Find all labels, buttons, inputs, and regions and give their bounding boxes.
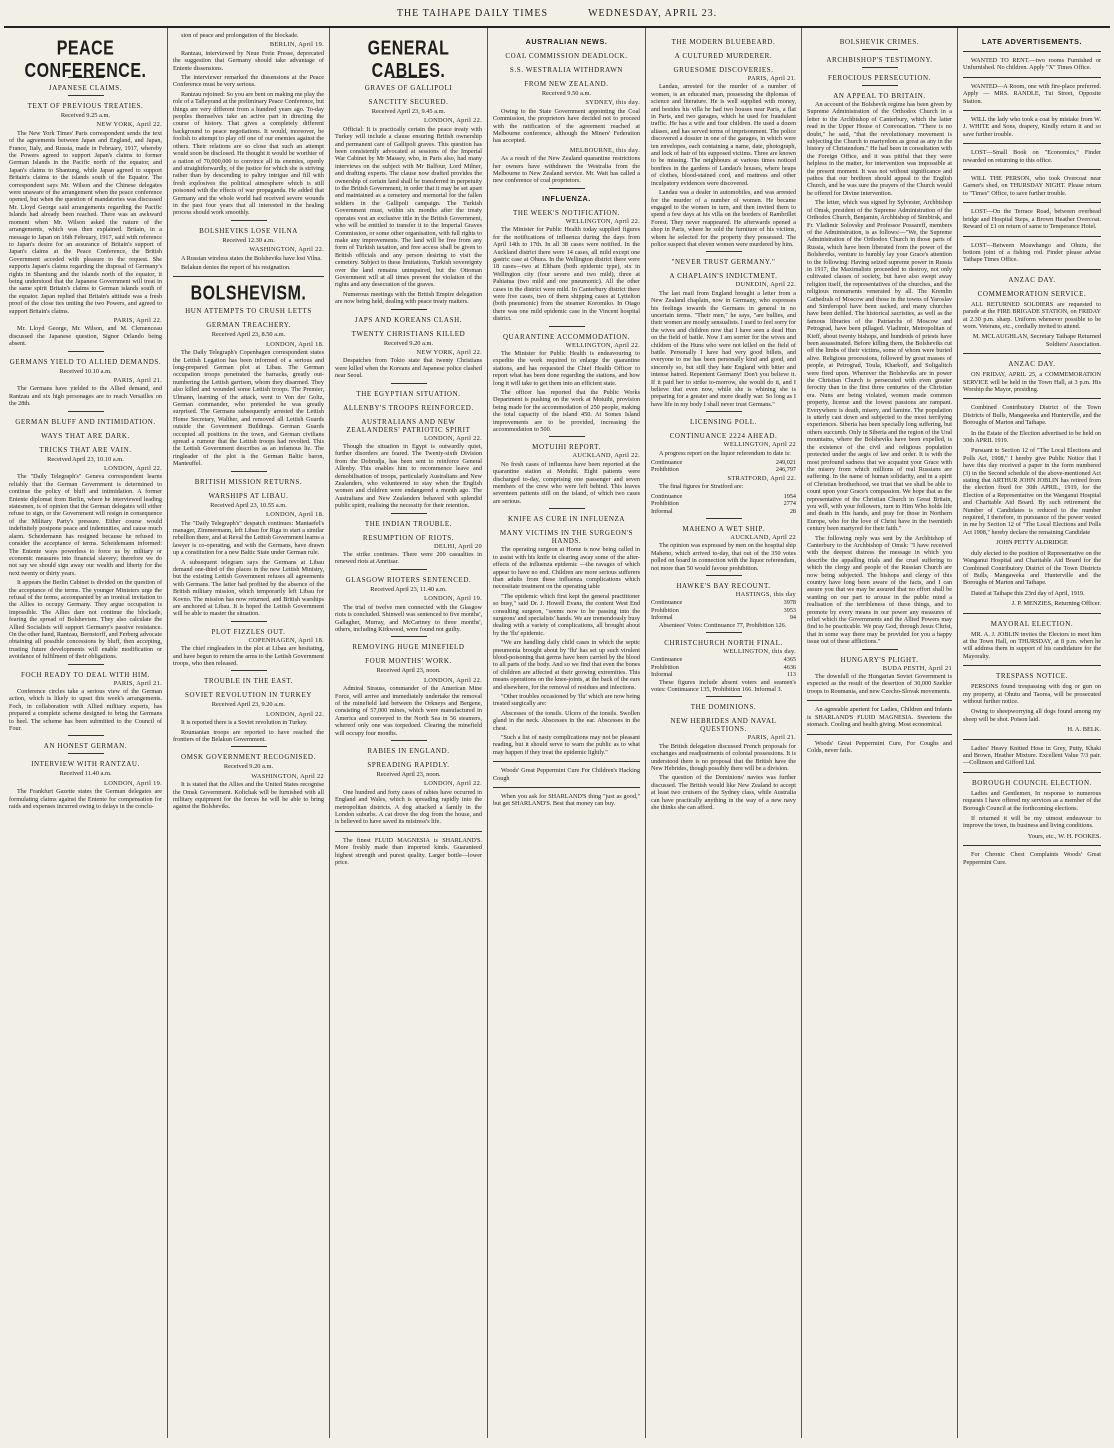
headline: MAYORAL ELECTION. bbox=[990, 619, 1074, 628]
article-paragraph: "Other troubles occasioned by 'flu' which are now being treated surgically are: bbox=[493, 693, 640, 708]
headline: COMMEMORATION SERVICE. bbox=[977, 289, 1087, 298]
received-time: Received 9.50 a.m. bbox=[541, 90, 592, 97]
advertisement: Woods' Great Peppermint Cure For Children's Hacking Cough bbox=[493, 767, 640, 782]
headline: TRESPASS NOTICE. bbox=[996, 672, 1068, 681]
received-time: Received April 23, 8.50 a.m. bbox=[211, 331, 286, 339]
dateline: DUNEDIN, April 22. bbox=[735, 281, 796, 289]
classified-ad: WANTED—A Room, one with fire-place preferred. Apply — MRS. RANDLE, Tui Street, Opposite Station. bbox=[963, 82, 1101, 105]
received-time: Received 9.20 a.m. bbox=[223, 763, 274, 771]
article-paragraph: Despatches from Tokio state that twenty Christians were killed when the Koreans and Japanese police clashed near Seoul. bbox=[335, 357, 482, 380]
divider bbox=[549, 436, 585, 437]
dateline: LONDON, April 22. bbox=[424, 780, 482, 788]
divider bbox=[391, 569, 427, 570]
divider bbox=[963, 169, 1101, 170]
article-paragraph: The "Daily Telegraph's" despatch continues: Mantaefel's manager, Zimmermann, left Libau for Riga to start a similar rebellion there, and at Reval the Lettish Government learns a lawyer is co-operating, and with the Germans, have drawn up a constitution for a new Baltic State under German rule. bbox=[173, 519, 324, 557]
divider bbox=[549, 188, 585, 189]
article-paragraph: No fresh cases of influenza have been reported at the quarantine station at Motuihi. Eight patients were discharged to-day, comprising one passenger and seven members of the crew who were left behind. This leaves seventeen patients still on the island, of which two cases are serious. bbox=[493, 460, 640, 505]
headline: REMOVING HUGE MINEFIELD bbox=[352, 643, 465, 652]
received-time: Received April 23, 10.55 a.m. bbox=[210, 501, 287, 509]
received-time: Received April 23, noon. bbox=[376, 770, 441, 778]
headline: GERMANS YIELD TO ALLIED DEMANDS. bbox=[9, 357, 162, 366]
dateline: PARIS, April 21. bbox=[747, 75, 796, 82]
section-title: GENERAL CABLES. bbox=[367, 38, 450, 82]
divider bbox=[963, 236, 1101, 237]
article-paragraph: The Germans have yielded to the Allied demand, and Rantzau and six high personages are to reach Versailles on the 28th. bbox=[9, 385, 162, 408]
divider bbox=[391, 513, 427, 514]
divider bbox=[68, 95, 104, 96]
headline: ANZAC DAY. bbox=[1008, 275, 1056, 284]
divider bbox=[963, 202, 1101, 203]
received-time: Received 9.25 a.m. bbox=[60, 112, 111, 119]
headline: THE MODERN BLUEBEARD. bbox=[671, 38, 776, 46]
divider bbox=[963, 51, 1101, 52]
table-row: Continuance 4365 bbox=[651, 656, 796, 664]
dateline: AUCKLAND, April 22 bbox=[730, 533, 796, 541]
received-time: Received 12.30 a.m. bbox=[222, 236, 275, 244]
divider bbox=[493, 761, 640, 762]
dateline: WELLINGTON, April 22. bbox=[565, 341, 640, 349]
table-row: Continuance 3978 bbox=[651, 599, 796, 607]
dateline: LONDON, April 22. bbox=[424, 676, 482, 684]
section-title: LATE ADVERTISEMENTS. bbox=[981, 37, 1083, 46]
classified-ad: Pursuant to Section 12 of "The Local Elections and Polls Act, 1908," I hereby give Public Notice that I have this day received a paper in the form numbered (3) in the Second schedule of the above-mentioned Act stating that ARTHUR JOHN JOBLIN has retired from the election fixed for 30th APRIL, 1919, for the Election of a Representative on the Wanganui Hospital and Charitable Aid Board. By such retirement the Number of Candidates is reduced to the number required, I therefore, in pursuance of the power vested in me by Section 12 of "The Local Elections and Polls Act 1908," hereby declare the remaining Candidate bbox=[963, 447, 1101, 536]
article-paragraph: It appears the Berlin Cabinet is divided on the question of the acceptance of the terms. The younger Ministers urge the refusal of the terms, accompanied by an ironical invitation to the Allies to occupy Germany. They argue occupation is impossible. The Allies dare not continue the blockade, fearing the spread of Bolshevism. They also calculate the Allied Socialists will support Germany's passive resistance. On the other hand, Rantzau, Bernstorff, and Ferberg advocate obtaining all possible concessions by bluff, then accepting, trusting future developments will enable modification or avoidance of fulfilment of their obligations. bbox=[9, 579, 162, 661]
headline: THE DOMINIONS. bbox=[690, 703, 757, 712]
classified-ad: WILL THE PERSON, who took Overcoat near Garner's shed, on THURSDAY NIGHT. Please return to "Times" Office, to save further trouble. bbox=[963, 175, 1101, 197]
article-paragraph: An account of the Bolshevik regime has been given by Supreme Administration of the Orthodox Church in a letter to the Archbishop of Canterbury, which the latter read in the Upper House of Convocation. "There is no doubt," he said, "that the revolutionary movement is subjecting the Church to martyrdom as great as any in the history of Christendom." He had been in consultation with the Foreign Office, and it was pitiful that they were helpless in the matter, for intervention was impossible at the present moment. It was not without significance and pathos that our brethren should appeal to the English Church, and he was sure the prayers of the Church would be offered for Divine intervention. bbox=[807, 101, 952, 197]
dateline: HASTINGS, this day bbox=[735, 590, 796, 598]
divider bbox=[963, 739, 1101, 740]
dateline: LONDON, April 22. bbox=[266, 710, 324, 718]
divider bbox=[963, 353, 1101, 354]
classified-ad: In the Estate of the Election advertised to be held on 30th APRIL 1919. bbox=[963, 429, 1101, 444]
article-paragraph: One hundred and forty cases of rabies have occurred in England and Wales, which is spreading rapidly into the metropolitan districts. A dog attacked a family in the London suburbs. A cat drove the dog from the house, and is believed to have saved its mistress's life. bbox=[335, 788, 482, 826]
signature: J. P. MENZIES, Returning Officer. bbox=[1011, 600, 1101, 608]
article-paragraph: These figures include absent voters and seamen's votes: Continuance 135, Prohibition 166. Informal 3. bbox=[651, 678, 796, 693]
headline: PLOT FIZZLES OUT. bbox=[211, 627, 286, 636]
divider bbox=[68, 664, 104, 665]
divider bbox=[706, 411, 742, 412]
article-paragraph: The British delegation discussed French proposals for exchanges and readjustments of colonial possessions. It is understood there is no proposal that the British have the New Hebrides, though possibly there will be a division. bbox=[651, 742, 796, 773]
article-paragraph: It is reported there is a Soviet revolution in Turkey. bbox=[181, 719, 308, 727]
dateline: LONDON, April 18. bbox=[266, 340, 324, 348]
dateline: MELBOURNE, this day. bbox=[569, 146, 640, 154]
classified-ad: duly elected to the position of Representative on the Wanganui Hospital and Charitable Aid Board for the Combined Contributory District of the Town Districts of Bulls, Mangaweka and Hunterville and the Boroughs of Marton and Taihape. bbox=[963, 549, 1101, 587]
headline: QUARANTINE ACCOMMODATION. bbox=[503, 332, 630, 341]
article-paragraph: The "Daily Telegraph's" Geneva correspondent learns reliably that the German Government is determined to continue the policy of bluff and intimidation. A former Entente diplomat from Berlin, where he interviewed leading statesmen, is of opinion that the German delegates will either refuse to sign, or the Government will resign in consequence of the Military Party's pressure. Either course would indefinitely postpone peace and indemnities, and cause much alarm. Scheidemann has resigned because he refused to consider the acceptance of terms. Scheidemann informed: The Entente ways powerless to force us by military or economic measures into financial slavery; therefore we do not say we should sign away our wealth and liberty for the next twenty or thirty years. bbox=[9, 473, 162, 577]
headline: FEROCIOUS PERSECUTION. bbox=[827, 74, 932, 82]
dateline: STRATFORD, April 22. bbox=[727, 474, 796, 482]
headline: THE WEEK'S NOTIFICATION. bbox=[512, 208, 621, 217]
headline: TWENTY CHRISTIANS KILLED bbox=[351, 329, 466, 338]
article-paragraph: The downfall of the Hungarian Soviet Government is expected as the result of the desertion of 30,000 Szekler troops to Roumania, and new Czecho-Slovak movements. bbox=[807, 673, 952, 695]
results-table bbox=[651, 656, 796, 678]
divider bbox=[335, 831, 482, 832]
column-5 bbox=[646, 28, 802, 1438]
article-paragraph: A Russian wireless states the Bolsheviks have lost Vilna. bbox=[181, 254, 322, 262]
received-time: Received April 23, 9.20 a.m. bbox=[211, 701, 286, 709]
advertisement: Woods' Great Peppermint Cure, For Coughs and Colds, never fails. bbox=[807, 739, 952, 754]
article-paragraph: The letter, which was signed by Sylvester, Archbishop of Omsk, president of the Supreme Administration of the Orthodox Church, Benjamin, Archbishop of Simbirsk, and Fr. Vladimir Solovsky and Professor Possareff, members of the Administration, is as follows:—"We, the Supreme Administration of the Orthodox Church in those parts of Russia, which have been liberated from the power of the Bolsheviks, venture to humbly lay your Grace's attention to the following: Having seized supreme power in Russia in 1917, the Maximalists proceeded to destroy, not only cultivated classes of society, but have also swept away religion itself, the representatives of the churches, and the religious monuments venerated by all. The Kremlin Cathedrals of Moscow and those in the towns of Yaroslav and Simferopol have been sacked, and many churches have been defiled. The historical sacristies, as well as the famous libraries of the Patriarchs of Moscow and Petrograd, have been pillaged. Vladimir, Metropolitan of Kieff, about twenty bishops, and hundreds of priests have been assassinated. Before killing them, the Bolsheviks cut off the limbs of their victims, some of whom were buried alive. Religious processions, followed by great masses of people, at Petrograd, Toula, Kharkoff, and Soligalitch were fired upon. Wherever the Bolsheviks are in power the Christian Church is persecuted with even greater ferocity than in the first three centuries of the Christian era. Nuns are being violated, women made common property, license and the lowest passions are rampant. Everywhere is death, misery, and famine. The population is utterly cast down and subjected to the most terrifying experiences. Siberia has been specially long suffering, but others succumb. Only in Siberia and the region of the Ural mountains, where the Bolsheviks have been expelled, is the existence of the civil and religious population protected under the aegis of law and order. It is with the most profound sadness that we acquaint your Grace with the misery from which millions of real Russians are suffering. In the name of human solidarity, and in a spirit of Christian brotherhood, we trust that we shall be able to count upon your Grace's compassion. We hope that as the representative of the Christian Church in Great Britain, you will, with your followers, turn to Him Who holds life and death in His hands, and pray for those in Northern Europe, who for the love of Christ have in the twentieth century been martyred for their faith." bbox=[807, 199, 952, 533]
headline: GLASGOW RIOTERS SENTENCED. bbox=[345, 575, 472, 584]
divider bbox=[231, 746, 267, 747]
article-paragraph: Absentees' Votes: Continuance 77, Prohibition 126. bbox=[659, 621, 787, 629]
dateline: SYDNEY, this day. bbox=[585, 99, 640, 107]
headline: ARCHBISHOP'S TESTIMONY. bbox=[826, 56, 933, 64]
article-paragraph: It is stated that the Allies and the United States recognise the Omsk Government. Koltchak will be furnished with all military equipment for the forces he will be able to bring against the Bolsheviks. bbox=[173, 781, 324, 811]
divider bbox=[963, 665, 1101, 666]
headline: INTERVIEW WITH RANTZAU. bbox=[31, 760, 140, 769]
received-time: Received April 23, 10.10 a.m. bbox=[47, 455, 124, 463]
divider bbox=[963, 269, 1101, 270]
table-row: Prohibition 3953 bbox=[651, 606, 796, 614]
advertisement: When you ask for SHARLAND'S thing "just as good," but get SHARLAND'S. Best that money can buy. bbox=[493, 793, 640, 808]
headline: AN APPEAL TO BRITAIN. bbox=[833, 92, 926, 100]
dateline: LONDON, April 19. bbox=[424, 595, 482, 603]
headline: HAWKE'S BAY RECOUNT. bbox=[676, 581, 771, 590]
headline: GRUESOME DISCOVERIES. bbox=[673, 66, 774, 74]
classified-ad: Ladies and Gentlemen, In response to numerous requests I have offered my services as a member of the Borough Council at the forthcoming elections. bbox=[963, 789, 1101, 812]
headline: SPREADING RAPIDLY. bbox=[367, 760, 450, 769]
article-paragraph: Though the situation in Egypt is outwardly quiet, further disorders are feared. The Twenty-sixth Division from the Dobrudja, has been sent to reinforce General Allenby. This enables him to recommence leave and demobilisation of troops, particularly Australians and New Zealanders, who volunteered to stay when the English women and children were endangered a month ago. The Australians and New Zealanders behaved with splendid public spirit, realising the necessity for their retention. bbox=[335, 443, 482, 510]
classified-ad: If returned it will be my utmost endeavour to improve the town, its business and living conditions. bbox=[963, 815, 1101, 830]
classified-ad: Dated at Taihape this 23rd day of April, 1919. bbox=[971, 589, 1085, 597]
divider bbox=[963, 845, 1101, 846]
headline: TRICKS THAT ARE VAIN. bbox=[39, 445, 132, 454]
headline: AN HONEST GERMAN. bbox=[43, 742, 128, 751]
dateline: WASHINGTON, April 22 bbox=[251, 772, 324, 780]
column-6 bbox=[802, 28, 958, 1438]
divider bbox=[963, 110, 1101, 111]
classified-ad: LOST—Small Book on "Economics," Finder rewarded on returning to this office. bbox=[963, 149, 1101, 164]
headline: CONTINUANCE 2224 AHEAD. bbox=[669, 432, 778, 441]
divider bbox=[963, 772, 1101, 773]
divider bbox=[173, 276, 324, 277]
divider bbox=[963, 143, 1101, 144]
headline: FROM NEW ZEALAND. bbox=[524, 80, 609, 88]
signature: H. A. BELK. bbox=[1067, 726, 1101, 734]
results-table bbox=[651, 599, 796, 621]
dateline: BUDA PESTH, April 21 bbox=[882, 664, 952, 672]
results-table bbox=[651, 493, 796, 515]
divider bbox=[862, 49, 898, 50]
section-title: BOLSHEVISM. bbox=[190, 283, 307, 305]
received-time: Received 10.10 a.m. bbox=[59, 367, 112, 375]
dateline: LONDON, April 19. bbox=[104, 779, 162, 787]
article-paragraph: A progress report on the liquor referendum to date is: bbox=[659, 449, 791, 457]
table-row: Prohibition 2774 bbox=[651, 500, 796, 508]
dateline: NEW YORK, April 22. bbox=[416, 348, 482, 356]
divider bbox=[549, 508, 585, 509]
headline: GERMAN BLUFF AND INTIMIDATION. bbox=[15, 417, 156, 426]
headline: JAPS AND KOREANS CLASH. bbox=[354, 315, 463, 324]
article-paragraph: As a result of the New Zealand quarantine restrictions her owners have withdrawn the Westralia from the Melbourne to New Zealand service. Mr. Watt has called a new conference of coal proprietors. bbox=[493, 155, 640, 185]
dateline: COPENHAGEN, April 18. bbox=[248, 636, 324, 644]
headline: WARSHIPS AT LIBAU. bbox=[208, 491, 289, 500]
headline: GRAVES OF GALLIPOLI bbox=[364, 84, 453, 92]
dateline: LONDON, April 18. bbox=[266, 511, 324, 519]
classified-ad: ON FRIDAY, APRIL 25, a COMMEMORATION SERVICE will be held in the Town Hall, at 3 p.m. His Worship the Mayor, presiding. bbox=[963, 371, 1101, 393]
headline: THE INDIAN TROUBLE. bbox=[364, 519, 453, 528]
section-title: AUSTRALIAN NEWS. bbox=[525, 37, 608, 46]
table-row: Continuance 249,021 bbox=[651, 459, 796, 467]
article-paragraph: The Minister for Public Health today supplied figures for the notifications of influenza during the days from April 14th to 17th. In all 38 cases were notified. In the Auckland district there were 14 cases, all mild except one gastric case at Ohura. In the Wellington district there were 18 cases—two at Eltham (both epidemic type), six in Wellington city (four severe and two mild), three at Pahiatua (two mild and one pneumonic). All the other cases in the district were mild. In Canterbury district there were five cases, two of them shipping cases at Lyttelton (both pneumonic) from the steamer Koromiko. In Otago there was one mild epidemic case in the Vincent hospital district. bbox=[493, 226, 640, 323]
article-paragraph: Numerous meetings with the British Empire delegation are now being held, dealing with peace treaty matters. bbox=[335, 290, 482, 306]
dateline: PARIS, April 22. bbox=[113, 316, 162, 324]
headline: COAL COMMISSION DEADLOCK. bbox=[505, 52, 628, 60]
article-paragraph: The trial of twelve men connected with the Glasgow riots is concluded. Shinwell was sentenced to five months', Gallagher, Murray, and McCartney to three months', others, including Kirkwood, were found not guilty. bbox=[335, 603, 482, 633]
article-paragraph: The final figures for Stratford are: bbox=[659, 483, 744, 491]
headline: KNIFE AS CURE IN INFLUENZA bbox=[507, 515, 626, 524]
column-2 bbox=[168, 28, 330, 1438]
headline: S.S. WESTRALIA WITHDRAWN bbox=[509, 66, 624, 74]
advertisement: The finest FLUID MAGNESIA is SHARLAND'S. More freshly made than imported kinds. Guaranteed highest strength and purest quality. Larger bottle—lower price. bbox=[335, 836, 482, 867]
article-paragraph: Mr. Lloyd George, Mr. Wilson, and M. Clemenceau discussed the Japanese question, Signor Orlando being absent. bbox=[9, 325, 162, 348]
headline: "NEVER TRUST GERMANY." bbox=[671, 258, 776, 267]
article-paragraph: "We are handling daily child cases in which the septic pneumonia brought about by 'flu' has set up such virulent blood-poisoning that germs have been carried by the blood to all parts of the body. And so we find that even the bones of children are affected at their growing extremities. This means operations on the knee-joints, at the back of the ears and elsewhere, for the removal of residues and infections. bbox=[493, 639, 640, 691]
article-paragraph: The following reply was sent by the Archbishop of Canterbury to the Archbishop of Omsk: "I have received with the deepest distress the message in which you describe the appalling trials and the cruel suffering to which the clergy and people of the Russian Church are now being subjected. The bishops and clergy of this country have long been aware of the facts, and I can assure you that we may be assured that no effort shall be wanting on our part to arouse in the public mind a realisation of the terribleness of these things, and to promote by every means in our power any measures of relief which the Governments and the Allied Powers may find to be practicable. We pray God, through Jesus Christ, that in some way there may be provided for you a happy issue out of these afflictions." bbox=[807, 534, 952, 646]
article-paragraph: Landau was a dealer in automobiles, and was arrested for the murder of a number of women. He became engaged to the women in turn, and then invited them to spend a few days at his villa on the borders of Rambrillet Forest. They never reappeared. He afterwards opened a shop in Paris, where he sold the furniture of his victims, whom he selected for the property they possessed. The police suspect that eleven women were murdered by him. bbox=[651, 189, 796, 248]
article-paragraph: A subsequent telegram says the Germans at Libau demand one-third of the places in the new Lettish Ministry, but the existing Lettish Government refuses all agreements with Germans. The latter had profited by the absence of the British military mission, which temporarily left Libau for Kovno. The mission has now returned, and British warships are anchored at Libau. It is hoped the Lettish Government will be able to master the situation. bbox=[173, 558, 324, 618]
classified-ad: WILL the lady who took a coat by mistake from W. J. WHITE and Sons, drapery, Kindly return it and so save further trouble. bbox=[963, 116, 1101, 138]
divider bbox=[68, 351, 104, 352]
divider bbox=[231, 670, 267, 671]
article-paragraph: The strike continues. There were 200 casualties in renewed riots at Amritsar. bbox=[335, 551, 482, 566]
headline: AUSTRALIANS AND NEW ZEALANDERS' PATRIOTIC SPIRIT bbox=[346, 417, 471, 434]
article-paragraph: Rantzau, interviewed by Neue Freie Presse, deprecated the suggestion that Germany should take advantage of Entente dissensions. bbox=[173, 49, 324, 72]
divider bbox=[391, 383, 427, 384]
divider bbox=[862, 85, 898, 86]
article-paragraph: "Such a list of nasty complications may not be pleasant reading, but it should serve to warn the public as to what may happen if they treat the epidemic lightly." bbox=[493, 734, 640, 756]
column-7 bbox=[958, 28, 1106, 1438]
dateline: DELHI, April 20 bbox=[434, 542, 482, 550]
advertisement: An agreeable aperient for Ladies, Children and Infants is SHARLAND'S FLUID MAGNESIA. Sweetens the stomach. Cooling and health giving. Most economical. bbox=[807, 706, 952, 729]
headline: THE EGYPTIAN SITUATION. bbox=[356, 389, 461, 398]
dateline: AUCKLAND, April 22. bbox=[572, 452, 640, 460]
headline: MOTUIHI REPORT. bbox=[532, 443, 601, 452]
article-paragraph: Owing to the State Government appointing the Coal Commission, the proprietors have decided not to proceed with the ratification of the agreement reached at Melbourne conference, although the Miners' Federation has accepted. bbox=[493, 107, 640, 145]
headline: JAPANESE CLAIMS. bbox=[48, 84, 123, 92]
table-row: Informal 94 bbox=[651, 614, 796, 622]
headline: A CULTURED MURDERER. bbox=[674, 52, 773, 60]
headline: ALLENBY'S TROOPS REINFORCED. bbox=[343, 403, 474, 412]
divider bbox=[706, 518, 742, 519]
divider bbox=[68, 753, 104, 754]
paper-name: THE TAIHAPE DAILY TIMES bbox=[396, 7, 549, 19]
headline: RESUMPTION OF RIOTS. bbox=[362, 533, 455, 542]
dateline: BERLIN, April 19. bbox=[269, 41, 324, 49]
article-paragraph: The New York Times' Paris correspondent sends the text of the agreements between Japan and England, and Japan, France, Italy, and Russia, made in February, 1917, whereby the Powers agreed to support Japan's claims to former German Islands in the Pacific north of the equator, and Japan's claims to Shantung, while Japan agreed to support Britain's claims to the islands south of the Equator. The correspondent says Mr. Wilson and the Chinese delegates were unaware of the arrangement when the peace conference opened, but when the question of mandatories was discussed Mr. Lloyd George said arrangements regarding the Pacific Islands had already been reached. There was an awkward moment when Mr. Wilson asked the nature of the arrangements, which was then explained. Britain, in a message to Japan on 16th February, 1917, said with reference to Japan's desire for an assurance of Britain's support of Japan's claims at the Peace Conference, the British Government acceded with pleasure to the request. She supports Japan's claims regarding the disposal of Germany's rights in Shantung and the islands north of the equator, it being understood that the Japanese Government will treat in the same spirit Britain's claims to German islands south of the equator. Japan replied that Britain's attitude was a fresh proof of the close ties uniting the two Powers, and agreed to support Britain's claims. bbox=[9, 129, 162, 315]
headline: MAHENO A WET SHIP. bbox=[682, 524, 765, 533]
headline: CHRISTCHURCH NORTH FINAL. bbox=[664, 638, 783, 647]
article-paragraph: sion of peace and prolongation of the blockade. bbox=[181, 32, 299, 39]
signature: Yours, etc., W. H. FOOKES. bbox=[1027, 832, 1101, 840]
divider bbox=[68, 735, 104, 736]
article-paragraph: The chief ringleaders in the plot at Libau are hesitating, and have begun to return the arms to the Lettish Government troops, who then released. bbox=[173, 645, 324, 667]
table-row: Prohibition 4636 bbox=[651, 663, 796, 671]
article-paragraph: The operating surgeon at Home is now being called in to assist with his knife in clearing away some of the after-effects of the influenza epidemic —the ravages of which appear to have no end. Children are more serious sufferers than adults from these influenza complications which necessitate treatment on the operating table bbox=[493, 546, 640, 591]
table-row: Continuance 1954 bbox=[651, 492, 796, 500]
headline: TEXT OF PREVIOUS TREATIES. bbox=[27, 102, 144, 110]
headline: HUNGARY'S PLIGHT. bbox=[840, 655, 919, 664]
article-paragraph: Belakun denies the report of his resignation. bbox=[181, 263, 291, 271]
classified-ad: For Chronic Chest Complaints Woods' Great Peppermint Cure. bbox=[963, 851, 1101, 866]
classified-ad: Ladies' Heavy Knitted Hose in Grey, Putty, Khaki and Brown, Heather Mixture. Excellent Value 7/3 pair.—Collinson and Gifford Ltd. bbox=[963, 744, 1101, 767]
divider bbox=[862, 649, 898, 650]
article-paragraph: The opinion was expressed by men on the hospital ship Maheno, which arrived to-day, that out of the 350 votes polled on board in connection with the liquor referendum, not more than 50 would favour prohibition. bbox=[651, 542, 796, 572]
divider bbox=[706, 632, 742, 633]
article-paragraph: The interviewer remarked the dissensions at the Peace Conference must be very serious. bbox=[173, 74, 324, 89]
dateline: PARIS, April 21. bbox=[113, 679, 162, 687]
divider bbox=[706, 251, 742, 252]
divider bbox=[862, 67, 898, 68]
headline: FOCH READY TO DEAL WITH HIM. bbox=[20, 670, 151, 679]
article-paragraph: The question of the Dominions' navies was further discussed. The British would like New Zealand to accept at least two cruisers of the Sydney class, while Australia can have practically anything in the way of a new navy she thinks she can afford. bbox=[651, 774, 796, 812]
article-paragraph: Conference circles take a serious view of the German action, which is likely to upset this week's arrangements. Foch, in collaboration with Allied military experts, has prepared a complete scheme designed to bring the Germans to heel. The scheme has been submitted to the Council of Four. bbox=[9, 688, 162, 733]
divider bbox=[68, 411, 104, 412]
masthead bbox=[4, 0, 1110, 28]
classified-ad: ALL RETURNED SOLDIERS are requested to parade at the FIRE BRIGADE STATION, on FRIDAY at 2.30 p.m. sharp. Uniform whenever possible to be worn. Veterans, etc., cordially invited to attend. bbox=[963, 300, 1101, 330]
headline: RABIES IN ENGLAND. bbox=[367, 746, 450, 755]
dateline: LONDON, April 22. bbox=[104, 465, 162, 473]
dateline: PARIS, April 21. bbox=[747, 734, 796, 742]
headline: TROUBLE IN THE EAST. bbox=[203, 677, 294, 686]
dateline: WELLINGTON, April 22. bbox=[565, 217, 640, 225]
classified-ad: MR. A. J. JOBLIN invites the Electors to meet him at the Town Hall, on THURSDAY, at 8 p.m. when he will address them in support of his candidature for the Mayoralty. bbox=[963, 630, 1101, 660]
columns bbox=[4, 28, 1110, 1438]
received-time: Received April 23, noon. bbox=[376, 667, 441, 675]
headline: OMSK GOVERNMENT RECOGNISED. bbox=[181, 753, 316, 762]
headline: HUN ATTEMPTS TO CRUSH LETTS bbox=[185, 307, 312, 316]
article-paragraph: The last mail from England brought a letter from a New Zealand chaplain, now in Germany, who expresses his feelings towards the Germans in general in no uncertain terms. "Their men," he says, "are bullies, and their women are mostly sensualists. I used to feel sorry for the wives and children now that I have seen a dead Hun on the field of battle. Now I am sorrier for the wives and children of the Huns who were not killed on the field of battle. Personally I have had very good billets, and everyone to me has been personally kind and good, and sincerely so, but still they hate England with bitter and intense hatred. Repentent Germany! Don't you believe it. If it paid her to strike to-morrow, she would do it, and I believe that even now, while she is whining she is preparing for a greater and more deadly war. So long as I have life in my body I shall never trust Germans." bbox=[651, 289, 796, 408]
headline: SANCTITY SECURED. bbox=[368, 98, 449, 106]
headline: INFLUENZA. bbox=[542, 193, 591, 203]
headline: NEW HEBRIDES AND NAVAL QUESTIONS. bbox=[670, 717, 777, 734]
headline: SOVIET REVOLUTION IN TURKEY bbox=[185, 691, 312, 700]
divider bbox=[391, 309, 427, 310]
article-paragraph: The Frankfurt Gazette states the German delegates are formulating claims against the Entente for compensation for raids and expenses incurred owing to delays in the conclu- bbox=[9, 788, 162, 811]
dateline: WELLINGTON, April 22 bbox=[723, 441, 796, 449]
divider bbox=[963, 398, 1101, 399]
column-3 bbox=[330, 28, 488, 1438]
results-table bbox=[651, 459, 796, 474]
article-paragraph: The Daily Telegraph's Copenhagen correspondent states the Lettish Legation has been informed of a serious and long-prepared German plot at Libau. The German occupation troops penetrated the barracks, greatly out-numbering the Lettish garrison, whom they disarmed. They also killed and wounded some Lettish troops. The Premier, Ulmann, learning of the attack, went to Von der Goltz, German commander, who pretended he was greatly surprised. The Germans subsequently arrested the Lettish Home Secretary, Walther, and removed all Lettish Guards outside the Government Buildings. German Guards occupied all positions in the town, and German civilians spread a rumour that the Lettish troops had revolted. This the Lettish Government describes as an infamous lie. The ringleader of the plot is the German Baltic baron, Manteuffel. bbox=[173, 349, 324, 468]
article-paragraph: Abscesses of the tonsils. Ulcers of the tonsils. Swollen gland in the neck. Abscesses in the ear. Abscesses in the chest. bbox=[493, 709, 640, 732]
article-paragraph: Admiral Strauss, commander of the American Mine Force, will arrive and immediately undertake the removal of the minefield laid between the Orkneys and Bergene, consisting of 57,000 mines, which were manufactured in America and conveyed to the North Sea in 56 steamers, whereof only one was torpedoed. Clearing the minefield will occupy four months. bbox=[335, 685, 482, 737]
headline: A CHAPLAIN'S INDICTMENT. bbox=[669, 272, 778, 281]
divider bbox=[706, 696, 742, 697]
table-row: Informal 113 bbox=[651, 671, 796, 679]
classified-ad: LOST—Between Moawhango and Ohutu, the bottom joint of a fishing rod. Finder please advise Taihape Times Office. bbox=[963, 241, 1101, 264]
divider bbox=[231, 471, 267, 472]
classified-ad: LOST—On the Terrace Road, between overhead bridge and Hospital Steps, a Brown Heather Overcoat. Reward of £1 on return of same to Temperance Hotel. bbox=[963, 208, 1101, 231]
headline: BOROUGH COUNCIL ELECTION. bbox=[972, 778, 1092, 787]
table-row: Prohibition 246,797 bbox=[651, 466, 796, 474]
column-1 bbox=[4, 28, 168, 1438]
dateline: WASHINGTON, April 22. bbox=[249, 246, 324, 254]
divider bbox=[231, 220, 267, 221]
headline: LICENSING POLL. bbox=[690, 418, 757, 427]
column-4 bbox=[488, 28, 646, 1438]
section-title: PEACE CONFERENCE. bbox=[24, 38, 147, 82]
divider bbox=[493, 787, 640, 788]
dateline: PARIS, April 21. bbox=[113, 377, 162, 384]
dateline: NEW YORK, April 22. bbox=[96, 121, 162, 129]
classified-ad: Owing to sheepworrying all dogs found among my sheep will be shot. Poison laid. bbox=[963, 708, 1101, 723]
classified-ad: Combined Contributory District of the Town Districts of Bulls, Mangaweka and Hunterville, and the Boroughs of Marton and Taihape. bbox=[963, 404, 1101, 427]
table-row: Informal 28 bbox=[651, 507, 796, 515]
received-time: Received April 23, 11.40 a.m. bbox=[370, 585, 447, 593]
article-paragraph: Landau, arrested for the murder of a number of women, is an educated man, possessing the diplomas of science and literature. He is well supplied with money, and besides his villa he had two houses near Paris, a flat in Paris, and two garages, which he used for fraudulent traffic. He has a wife and four children. He used a dozen aliases, and has served terms of imprisonment. The police discovered a dossier in one of the garages, in which were ten envelopes, each containing a name, date, photograph, and lock of hair of his supposed victims. Three are known to be missing. The neighbours at various times noticed bonfires in the gardens of Landau's houses, where heaps of clothes, blood-stained cord, and mattress and other inculpatory evidences were discovered. bbox=[651, 83, 796, 187]
article-paragraph: Official: It is practically certain the peace treaty with Turkey will include a clause ensuring British ownership and permanent care of Gallipoli graves. This question has been consistently advocated at sessions of the Imperial War Cabinet by Mr Massey, who, in Paris also, had many interviews on the subject with Mr Balfour, Lord Milner, and drafting experts. The clause now drafted provides the ownership of certain land shall be transferred in perpetuity to the British Government, in order that it may be set apart and maintained as a cemetery and memorial for the fallen soldiers in the Gallipoli campaign. The Turkish Government must, within six months after the treaty operates vest an exclusive title in the British Government, who will be entitled to transfer it to the Imperial Graves Commission, or some other organisation, with full rights to make any improvements. The land will be free from any form of Turkish taxation, and free access shall be given to British officials and any person desiring to visit the cemetery. Subject to these limitations, Turkish sovereignty over the land remains unimpaired, but the Ottoman Government will at all times prevent the violation of the rights and any desecration of the graves. bbox=[335, 125, 482, 289]
divider bbox=[807, 734, 952, 735]
divider bbox=[963, 77, 1101, 78]
divider bbox=[963, 613, 1101, 614]
divider bbox=[231, 621, 267, 622]
article-paragraph: "The epidemic which first kept the general practitioner so busy," said Dr. J. Howell Evans, the content West End consulting surgeon, "seems now to be passing into the surgeons' and specialists' hands. We are tremendously busy dealing with a variety of complications, all brought about by the 'flu' epidemic. bbox=[493, 592, 640, 637]
headline: BRITISH MISSION RETURNS. bbox=[194, 477, 303, 486]
divider bbox=[807, 700, 952, 701]
received-time: Received 11.40 a.m. bbox=[59, 770, 112, 778]
signature: M. MCLAUGHLAN, Secretary Taihape Returned Soldiers' Association. bbox=[972, 333, 1101, 348]
received-time: Received April 23, 9.45 a.m. bbox=[371, 108, 446, 115]
article-paragraph: Roumanian troops are reported to have reached the frontiers of the Belakun Government. bbox=[173, 728, 324, 744]
classified-ad: WANTED TO RENT.—two rooms Furnished or Unfurnished. No children. Apply "X" Times Office. bbox=[963, 57, 1101, 72]
dateline: WELLINGTON, this day. bbox=[723, 647, 796, 655]
headline: FOUR MONTHS' WORK. bbox=[365, 657, 452, 666]
headline: ANZAC DAY. bbox=[1008, 360, 1056, 369]
dateline: LONDON, April 22. bbox=[424, 434, 482, 442]
headline: BOLSHEVIKS LOSE VILNA bbox=[199, 226, 298, 235]
divider bbox=[391, 636, 427, 637]
classified-ad: PERSONS found trespassing with dog or gun on my property, at Ohutu and Taorea, will be prosecuted without further notice. bbox=[963, 683, 1101, 705]
headline: WAYS THAT ARE DARK. bbox=[41, 431, 130, 440]
article-paragraph: The officer has reported that the Public Works Department is pushing on the work at Motuihi, provision being made for the accommodation of 250 people, making the total capacity of the island 450. At Somes Island improvements are to be provided, increasing the accommodation to 500. bbox=[493, 389, 640, 434]
candidate-name: JOHN PETTY ALDRIDGE bbox=[996, 539, 1068, 547]
article-paragraph: Rantzau rejoined: So you are bent on making me play the role of a Talleyrand at the preliminary Peace Conference, but things are very different from a hundred years ago. To-day peoples themselves take an active part in directing the course of history. That gives a completely different background to peace negotiations. It would, moreover, be foolish to attempt to play off one of our enemies against the others. Their relations are so close that such an attempt would soon be disclosed. He thought it would be worthier of a nation of 70,000,000 to convince all its enemies, openly and straightforwardly, of the justice for which she is striving rather than by descending to paltry intrigue and fill with fresh explosives the political atmosphere which is still poisoned with the effects of war propaganda. He added that Germany and the whole world had received severe wounds in the past four years that all interested in the healing process should work smoothly. bbox=[173, 90, 324, 217]
issue-date: WEDNESDAY, APRIL 23. bbox=[588, 7, 718, 19]
article-paragraph: The Minister for Public Health is endeavouring to expedite the work required to enlarge the quarantine stations, and has requested the Chief Health Officer to report what has been done regarding the stations, and how long it will take to get them into an efficient state. bbox=[493, 349, 640, 387]
dateline: LONDON, April 22. bbox=[424, 117, 482, 125]
headline: BOLSHEVIK CRIMES. bbox=[839, 38, 920, 46]
headline: GERMAN TREACHERY. bbox=[206, 321, 291, 330]
received-time: Received 9.20 a.m. bbox=[383, 339, 434, 347]
divider bbox=[549, 326, 585, 327]
headline: MANY VICTIMS IN THE SURGEON'S HANDS. bbox=[499, 529, 634, 546]
divider bbox=[706, 575, 742, 576]
divider bbox=[391, 740, 427, 741]
